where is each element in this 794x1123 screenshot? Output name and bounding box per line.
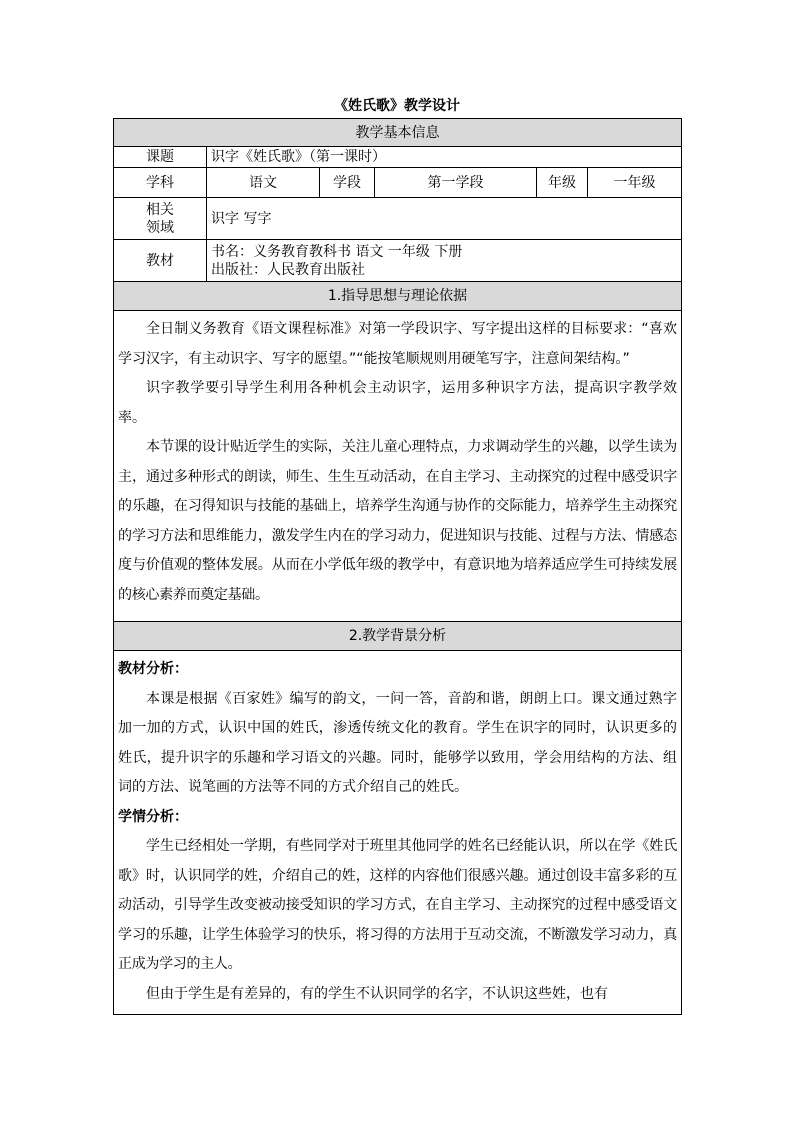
textbook-name: 书名：义务教育教科书 语文 一年级 下册 <box>211 243 463 260</box>
material-analysis-heading: 教材分析： <box>118 661 188 677</box>
topic-label: 课题 <box>114 147 207 168</box>
field-value: 识字 写字 <box>207 198 682 240</box>
student-analysis-paragraph: 但由于学生是有差异的，有的学生不认识同学的名字，不认识这些姓，也有 <box>146 985 608 1002</box>
section2-body <box>114 651 682 1015</box>
topic-row <box>114 147 682 168</box>
section1-header-row <box>114 282 682 311</box>
section1-body-row <box>114 311 682 622</box>
field-row <box>114 198 682 240</box>
grade-label: 年级 <box>537 168 588 198</box>
section1-paragraph: 全日制义务教育《语文课程标准》对第一学段识字、写字提出这样的目标要求：“喜欢学习汉字，有主动识字、写字的愿望。”“能按笔顺规则用硬笔写字，注意间架结构。” <box>118 321 677 367</box>
section1-body <box>114 311 682 622</box>
student-analysis-paragraph: 学生已经相处一学期，有些同学对于班里其他同学的姓名已经能认识，所以在学《姓氏歌》时，认识同学的姓，介绍自己的姓，这样的内容他们很感兴趣。通过创设丰富多彩的互动活动，引导学生改变被动接受知识的学习方式，在自主学习、主动探究的过程中感受语文学习的乐趣，让学生体验学习的快乐，将习得的方法用于互动交流，不断激发学习动力，真正成为学习的主人。 <box>118 838 677 972</box>
field-label-line-2: 领域 <box>146 219 174 236</box>
textbook-row <box>114 240 682 282</box>
student-analysis-heading: 学情分析： <box>118 808 188 825</box>
section1-header: 1.指导思想与理论依据 <box>114 282 682 311</box>
page-title: 《姓氏歌》教学设计 <box>334 98 460 114</box>
textbook-publisher: 出版社：人民教育出版社 <box>211 261 365 278</box>
textbook-value <box>207 240 682 282</box>
subject-label: 学科 <box>114 168 207 198</box>
section1-paragraph: 本节课的设计贴近学生的实际，关注儿童心理特点，力求调动学生的兴趣，以学生读为主，通过多种形式的朗读，师生、生生互动活动，在自主学习、主动探究的过程中感受识字的乐趣，在习得知识与技能的基础上，培养学生沟通与协作的交际能力，培养学生主动探究的学习方法和思维能力，激发学生内在的学习动力，促进知识与技能、过程与方法、情感态度与价值观的整体发展。从而在小学低年级的教学中，有意识地为培养适应学生可持续发展的核心素养而奠定基础。 <box>118 439 677 603</box>
topic-value: 识字《姓氏歌》（第一课时） <box>207 147 682 168</box>
basic-info-header: 教学基本信息 <box>114 119 682 147</box>
subject-row <box>114 168 682 198</box>
field-label <box>114 198 207 240</box>
material-analysis-paragraph: 本课是根据《百家姓》编写的韵文，一问一答，音韵和谐，朗朗上口。课文通过熟字加一加的方式，认识中国的姓氏，渗透传统文化的教育。学生在识字的同时，认识更多的姓氏，提升识字的乐趣和学习语文的兴趣。同时，能够学以致用，学会用结构的方法、组词的方法、说笔画的方法等不同的方式介绍自己的姓氏。 <box>118 690 677 795</box>
field-label-line-1: 相关 <box>146 201 174 218</box>
section2-body-row <box>114 651 682 1015</box>
section2-header: 2.教学背景分析 <box>114 622 682 651</box>
textbook-label: 教材 <box>114 240 207 282</box>
basic-info-header-row <box>114 119 682 147</box>
stage-label: 学段 <box>320 168 375 198</box>
grade-value: 一年级 <box>588 168 682 198</box>
section1-paragraph: 识字教学要引导学生利用各种机会主动识字，运用多种识字方法，提高识字教学效率。 <box>118 380 677 426</box>
subject-value: 语文 <box>207 168 320 198</box>
section2-header-row <box>114 622 682 651</box>
stage-value: 第一学段 <box>375 168 537 198</box>
lesson-plan-table <box>113 118 682 1015</box>
